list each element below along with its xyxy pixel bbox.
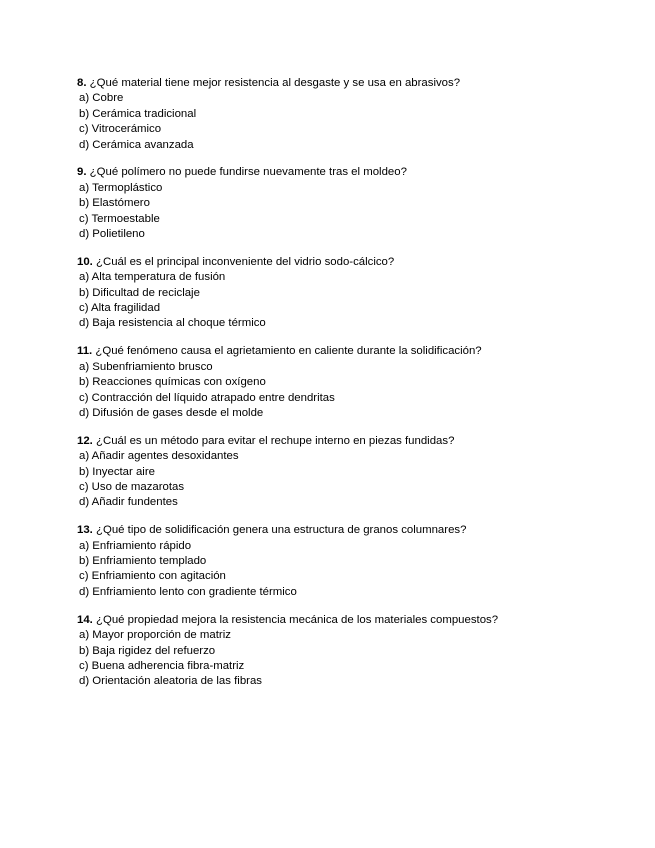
- question-text: [77, 344, 637, 359]
- option-d: d) Orientación aleatoria de las fibras: [79, 675, 262, 688]
- question-prompt: ¿Qué polímero no puede fundirse nuevamente tras el moldeo?: [89, 166, 407, 179]
- option-list: [77, 539, 637, 601]
- question-text: [77, 613, 637, 628]
- question-8: [77, 76, 637, 153]
- question-number: 9.: [77, 166, 87, 179]
- question-number: 11.: [77, 345, 93, 358]
- option-d: d) Enfriamiento lento con gradiente térmico: [79, 585, 297, 598]
- option-c: c) Buena adherencia fibra-matriz: [79, 659, 245, 672]
- option-d: d) Añadir fundentes: [79, 496, 178, 509]
- option-a: a) Alta temperatura de fusión: [79, 271, 226, 284]
- option-a: a) Termoplástico: [79, 181, 163, 194]
- question-prompt: ¿Qué fenómeno causa el agrietamiento en caliente durante la solidificación?: [95, 345, 482, 358]
- option-a: a) Añadir agentes desoxidantes: [79, 450, 239, 463]
- question-prompt: ¿Cuál es un método para evitar el rechupe interno en piezas fundidas?: [96, 434, 455, 447]
- option-d: d) Polietileno: [79, 228, 145, 241]
- question-prompt: ¿Qué material tiene mejor resistencia al desgaste y se usa en abrasivos?: [89, 77, 461, 89]
- option-b: b) Elastómero: [79, 197, 150, 210]
- option-d: d) Cerámica avanzada: [79, 138, 194, 151]
- question-text: [77, 523, 637, 538]
- option-b: b) Dificultad de reciclaje: [79, 286, 200, 299]
- option-list: [77, 628, 637, 690]
- option-list: [77, 270, 637, 332]
- question-prompt: ¿Qué tipo de solidificación genera una estructura de granos columnares?: [96, 524, 467, 537]
- question-13: [77, 523, 637, 600]
- option-list: [77, 91, 637, 153]
- question-text: [77, 434, 637, 449]
- option-c: c) Contracción del líquido atrapado entre dendritas: [79, 391, 335, 404]
- option-b: b) Cerámica tradicional: [79, 107, 197, 120]
- question-text: [77, 255, 637, 270]
- question-prompt: ¿Qué propiedad mejora la resistencia mecánica de los materiales compuestos?: [96, 613, 499, 626]
- question-14: [77, 613, 637, 690]
- option-b: b) Inyectar aire: [79, 465, 155, 478]
- question-12: [77, 434, 637, 511]
- option-list: [77, 360, 637, 422]
- option-d: d) Difusión de gases desde el molde: [79, 406, 264, 419]
- option-b: b) Enfriamiento templado: [79, 555, 207, 568]
- option-c: c) Alta fragilidad: [79, 302, 161, 315]
- question-number: 13.: [77, 524, 93, 537]
- question-list: [77, 76, 637, 702]
- option-c: c) Enfriamiento con agitación: [79, 570, 226, 583]
- option-a: a) Cobre: [79, 92, 124, 105]
- question-number: 12.: [77, 434, 93, 447]
- option-a: a) Mayor proporción de matriz: [79, 629, 231, 642]
- question-prompt: ¿Cuál es el principal inconveniente del vidrio sodo-cálcico?: [96, 255, 395, 268]
- option-list: [77, 181, 637, 243]
- option-list: [77, 449, 637, 511]
- question-9: [77, 165, 637, 242]
- question-text: [77, 165, 637, 180]
- option-c: c) Vitrocerámico: [79, 123, 162, 136]
- option-c: c) Uso de mazarotas: [79, 480, 185, 493]
- question-number: 14.: [77, 613, 93, 626]
- option-a: a) Subenfriamiento brusco: [79, 360, 213, 373]
- question-number: 8.: [77, 77, 87, 89]
- question-text: [77, 76, 637, 91]
- option-d: d) Baja resistencia al choque térmico: [79, 317, 266, 330]
- option-c: c) Termoestable: [79, 212, 160, 225]
- question-10: [77, 255, 637, 332]
- question-11: [77, 344, 637, 421]
- option-b: b) Reacciones químicas con oxígeno: [79, 376, 266, 389]
- option-a: a) Enfriamiento rápido: [79, 539, 192, 552]
- question-number: 10.: [77, 255, 93, 268]
- option-b: b) Baja rigidez del refuerzo: [79, 644, 216, 657]
